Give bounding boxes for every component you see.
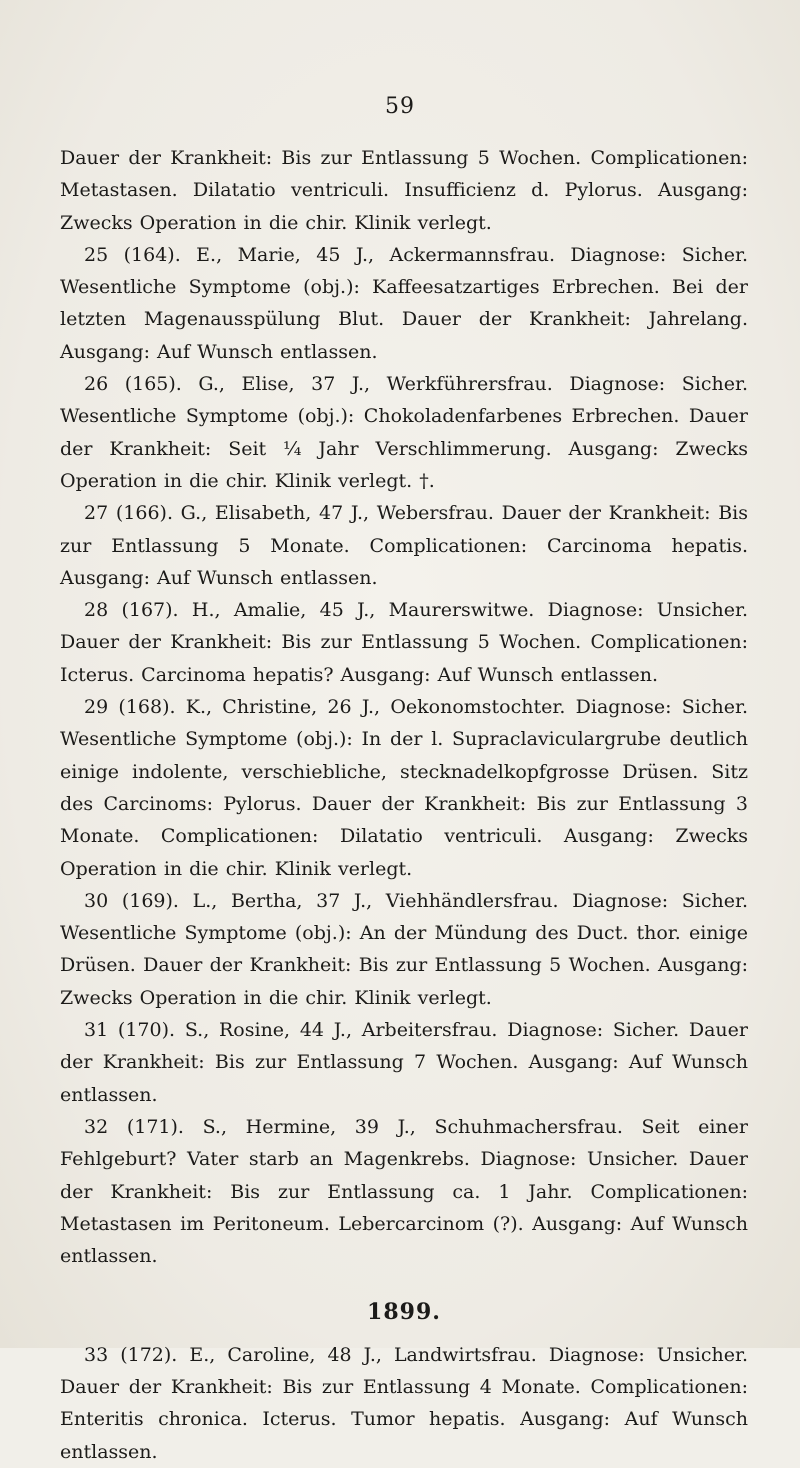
page-number: 59 [385,94,415,119]
case-entry-29: 29 (168). K., Christine, 26 J., Oekonomstochter. Diagnose: Sicher. Wesentliche Symptome (obj.): In der l. Supraclaviculargrube deutlich einige indolente, verschiebliche, stecknadelkopfgrosse Drüsen. Sitz des Carcinoms: Pylorus. Dauer der Krankheit: Bis zur Entlassung 3 Monate. Complicationen: Dilatatio ventriculi. Ausgang: Zwecks Operation in die chir. Klinik verlegt. [60,696,748,880]
case-entry-32: 32 (171). S., Hermine, 39 J., Schuhmachersfrau. Seit einer Fehlgeburt? Vater starb an Magenkrebs. Diagnose: Unsicher. Dauer der Krankheit: Bis zur Entlassung ca. 1 Jahr. Complicationen: Metastasen im Peritoneum. Lebercarcinom (?). Ausgang: Auf Wunsch entlassen. [60,1115,748,1268]
case-entry-27: 27 (166). G., Elisabeth, 47 J., Webersfrau. Dauer der Krankheit: Bis zur Entlassung 5 Monate. Complicationen: Carcinoma hepatis. Ausgang: Auf Wunsch entlassen. [60,502,748,589]
case-entry-30: 30 (169). L., Bertha, 37 J., Viehhändlersfrau. Diagnose: Sicher. Wesentliche Symptome (obj.): An der Mündung des Duct. thor. einige Drüsen. Dauer der Krankheit: Bis zur Entlassung 5 Wochen. Ausgang: Zwecks Operation in die chir. Klinik verlegt. [60,889,748,1009]
case-entry-26: 26 (165). G., Elise, 37 J., Werkführersfrau. Diagnose: Sicher. Wesentliche Symptome (obj.): Chokoladenfarbenes Erbrechen. Dauer der Krankheit: Seit ¼ Jahr Verschlimmerung. Ausgang: Zwecks Operation in die chir. Klinik verlegt. †. [60,373,748,492]
document-body [60,142,748,1468]
case-entry-31: 31 (170). S., Rosine, 44 J., Arbeitersfrau. Diagnose: Sicher. Dauer der Krankheit: Bis zur Entlassung 7 Wochen. Ausgang: Auf Wunsch entlassen. [60,1019,748,1106]
case-entry-28: 28 (167). H., Amalie, 45 J., Maurerswitwe. Diagnose: Unsicher. Dauer der Krankheit: Bis zur Entlassung 5 Wochen. Complicationen: Icterus. Carcinoma hepatis? Ausgang: Auf Wunsch entlassen. [60,599,748,686]
case-entry-33: 33 (172). E., Caroline, 48 J., Landwirtsfrau. Diagnose: Unsicher. Dauer der Krankheit: Bis zur Entlassung 4 Monate. Complicationen: Enteritis chronica. Icterus. Tumor hepatis. Ausgang: Auf Wunsch entlassen. [60,1343,748,1463]
entry-continuation: Dauer der Krankheit: Bis zur Entlassung 5 Wochen. Complicationen: Metastasen. Dilatatio ventriculi. Insufficienz d. Pylorus. Ausgang: Zwecks Operation in die chir. Klinik verlegt. [60,147,748,234]
case-entry-25: 25 (164). E., Marie, 45 J., Ackermannsfrau. Diagnose: Sicher. Wesentliche Symptome (obj.): Kaffeesatzartiges Erbrechen. Bei der letzten Magenausspülung Blut. Dauer der Krankheit: Jahrelang. Ausgang: Auf Wunsch entlassen. [60,243,748,363]
year-heading: 1899. [367,1299,441,1326]
